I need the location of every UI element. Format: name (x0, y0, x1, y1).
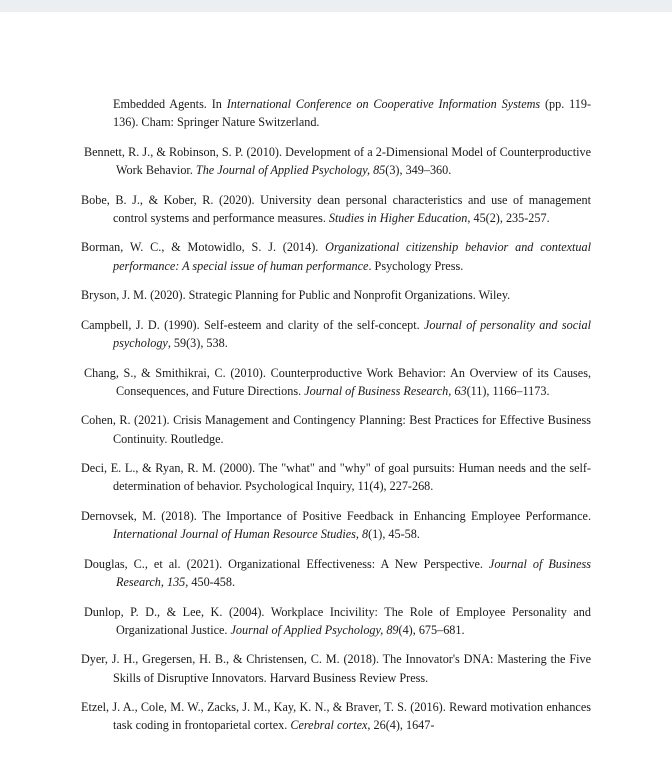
reference-item: Bobe, B. J., & Kober, R. (2020). University dean personal characteristics and use of management control systems and performance measures. Studies in Higher Education, 45(2), 235-257. (81, 192, 591, 225)
reference-list (81, 95, 591, 746)
reference-item: Bryson, J. M. (2020). Strategic Planning for Public and Nonprofit Organizations. Wiley. (81, 288, 511, 303)
reference-item: Cohen, R. (2021). Crisis Management and Contingency Planning: Best Practices for Effective Business Continuity. Routledge. (81, 413, 591, 446)
reference-item: Bennett, R. J., & Robinson, S. P. (2010). Development of a 2-Dimensional Model of Counterproductive Work Behavior. The Journal of Applied Psychology, 85(3), 349–360. (84, 144, 591, 177)
reference-item: Dunlop, P. D., & Lee, K. (2004). Workplace Incivility: The Role of Employee Personality and Organizational Justice. Journal of Applied Psychology, 89(4), 675–681. (84, 604, 591, 637)
reference-item: Borman, W. C., & Motowidlo, S. J. (2014). Organizational citizenship behavior and contextual performance: A special issue of human performance. Psychology Press. (81, 240, 591, 273)
reference-item: Douglas, C., et al. (2021). Organizational Effectiveness: A New Perspective. Journal of Business Research, 135, 450-458. (84, 556, 592, 589)
reference-item: Dernovsek, M. (2018). The Importance of Positive Feedback in Enhancing Employee Performance. International Journal of Human Resource Studies, 8(1), 45-58. (81, 508, 591, 542)
viewer-top-strip (0, 0, 672, 12)
reference-item: Etzel, J. A., Cole, M. W., Zacks, J. M., Kay, K. N., & Braver, T. S. (2016). Reward motivation enhances task coding in frontoparietal cortex. Cerebral cortex, 26(4), 1647- (81, 700, 591, 733)
reference-item: Campbell, J. D. (1990). Self-esteem and clarity of the self-concept. Journal of personality and social psychology, 59(3), 538. (81, 317, 591, 350)
reference-item: Deci, E. L., & Ryan, R. M. (2000). The "what" and "why" of goal pursuits: Human needs and the self-determination of behavior. Psychological Inquiry, 11(4), 227-268. (81, 461, 591, 494)
reference-item: Embedded Agents. In International Conference on Cooperative Information Systems (pp. 119-136). Cham: Springer Nature Switzerland. (113, 97, 592, 130)
reference-item: Dyer, J. H., Gregersen, H. B., & Christensen, C. M. (2018). The Innovator's DNA: Mastering the Five Skills of Disruptive Innovators. Harvard Business Review Press. (81, 652, 591, 685)
reference-item: Chang, S., & Smithikrai, C. (2010). Counterproductive Work Behavior: An Overview of its Causes, Consequences, and Future Directions. Journal of Business Research, 63(11), 1166–1173. (84, 365, 591, 398)
document-page (0, 12, 672, 781)
